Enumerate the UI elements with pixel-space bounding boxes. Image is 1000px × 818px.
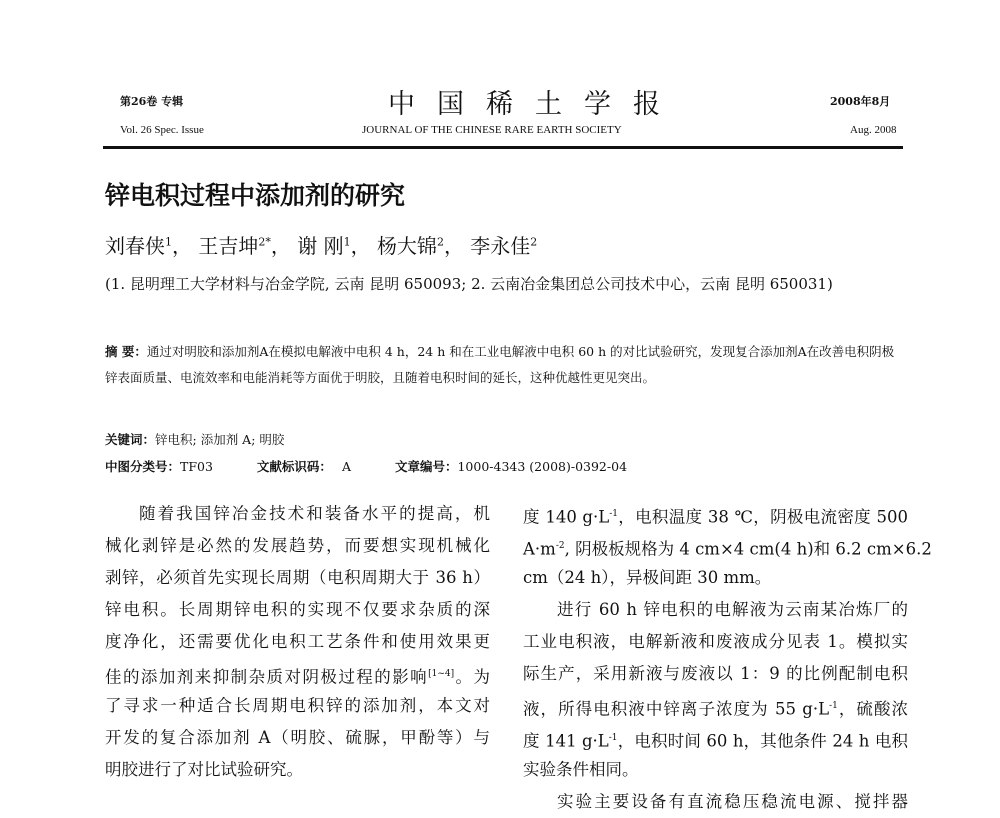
paper-title: 锌电积过程中添加剂的研究 [105,181,406,210]
keywords-text: 锌电积; 添加剂 A; 明胶 [155,432,285,447]
body-line: 工业电积液，电解新液和废液成分见表 1。模拟实 [523,632,908,651]
abstract [105,339,905,391]
body-line: 度 141 $g\cdot L^{-1}$，电积时间 60 h，其他条件 24 h 电积 [523,731,908,751]
journal-title-cn: 中国稀土学报 [388,89,682,120]
article-value: 1000-4343 (2008)-0392-04 [457,459,628,474]
abstract-text: 通过对明胶和添加剂A在模拟电解液中电积 4 h，24 h 和在工业电解液中电积 60 h 的对比试验研究，发现复合添加剂A在改善电积阴极锌表面质量、电流效率和电能消耗等方面优于明胶，且随着电积时间的延长，这种优越性更见突出。 [105,344,895,385]
date-en: Aug. 2008 [850,124,897,136]
body-line: 随着我国锌冶金技术和装备水平的提高，机 [139,504,490,523]
affiliation: (1. 昆明理工大学材料与冶金学院, 云南 昆明 650093; 2. 云南冶金集团总公司技术中心，云南 昆明 650031) [105,275,833,293]
date-cn: 2008年8月 [830,95,891,108]
doc-label: 文献标识码： [256,459,332,474]
doc-value: A [341,459,351,474]
volume-en: Vol. 26 Spec. Issue [120,124,204,136]
body-line: 进行 60 h 锌电积的电解液为云南某冶炼厂的 [557,600,908,619]
keywords [105,430,284,448]
author: 刘春侠$^1$ [105,234,172,258]
author: 李永佳$^2$ [470,234,538,258]
body-line: 度净化，还需要优化电积工艺条件和使用效果更 [105,632,490,651]
body-line: 际生产，采用新液与废液以 1：9 的比例配制电积 [523,664,908,683]
body-right-column [523,498,932,818]
author: 王吉坤$^{2*}$ [198,234,271,258]
body-line: 开发的复合添加剂 A（明胶、硫脲，甲酚等）与 [105,728,490,747]
body-line: 锌电积。长周期锌电积的实现不仅要求杂质的深 [105,600,490,619]
body-line: 实验条件相同。 [523,760,639,779]
body-line: 佳的添加剂来抑制杂质对阴极过程的影响[1~4]。为 [105,667,491,687]
body-line: cm（24 h），异极间距 30 mm。 [523,568,772,587]
author: 杨大锦$^2$ [376,234,444,258]
header-rule [103,146,903,149]
journal-title-en: JOURNAL OF THE CHINESE RARE EARTH SOCIETY [362,124,622,136]
clc-value: TF03 [180,459,213,474]
author-list: 刘春侠$^1$， 王吉坤$^{2*}$， 谢 刚$^1$， 杨大锦$^2$， 李永佳$^2$ [105,234,538,258]
body-line: 液，所得电积液中锌离子浓度为 55 $g\cdot L^{-1}$，硫酸浓 [523,699,909,719]
body-left-column [105,498,490,786]
body-line: 剥锌，必须首先实现长周期（电积周期大于 36 h） [105,568,490,587]
keywords-label: 关键词： [105,432,156,447]
author: 谢 刚$^1$ [297,234,351,258]
clc-label: 中图分类号： [105,459,181,474]
body-line: 了寻求一种适合长周期电积锌的添加剂，本文对 [105,696,490,715]
abstract-label: 摘 要： [105,344,147,359]
volume-cn: 第26卷 专辑 [120,95,184,108]
body-line: 实验主要设备有直流稳压稳流电源、搅拌器 [557,792,908,811]
body-line: 械化剥锌是必然的发展趋势，而要想实现机械化 [105,536,490,555]
classification [105,457,627,475]
article-label: 文章编号： [394,459,458,474]
body-line: 明胶进行了对比试验研究。 [105,760,303,779]
body-line: $A\cdot m^{-2}$, 阴极板规格为 4 cm×4 cm(4 h)和 6.2 cm×6.2 [523,539,932,559]
body-line: 度 140 $g\cdot L^{-1}$，电积温度 38 ℃，阴极电流密度 500 [523,507,909,527]
